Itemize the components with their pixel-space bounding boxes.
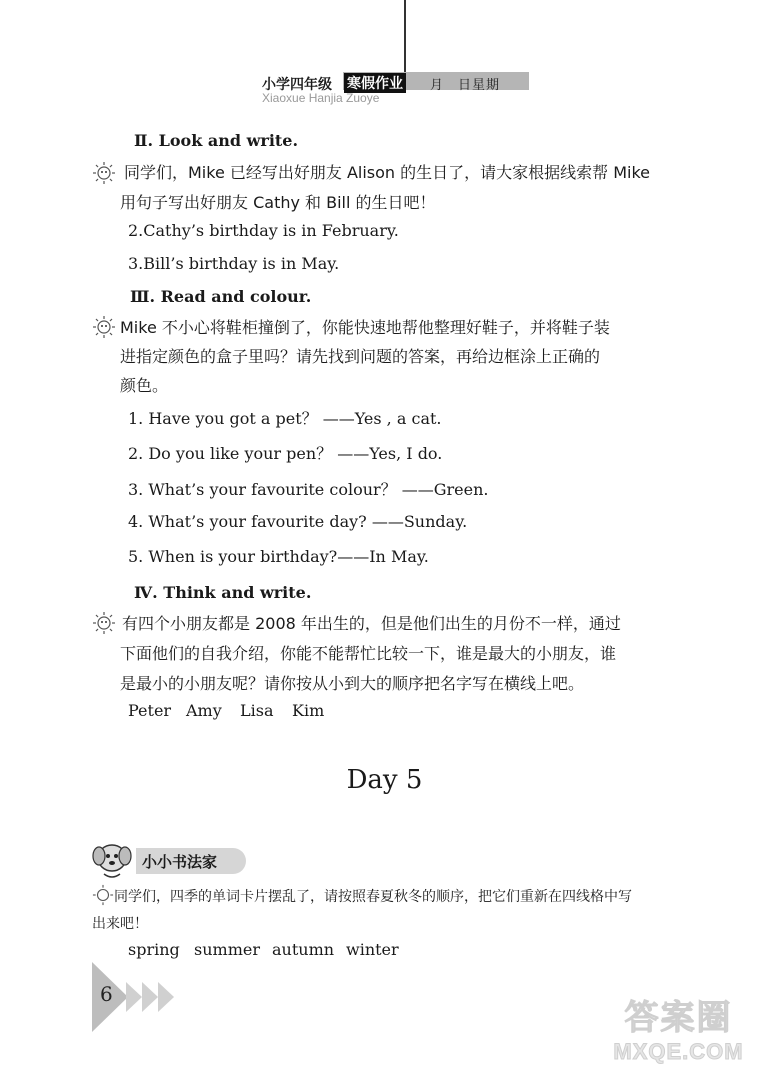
sun-icon (92, 884, 114, 906)
puppy-icon (90, 838, 138, 882)
header-grade: 小学四年级 (262, 77, 332, 93)
section3-heading: Ⅲ. Read and colour. (130, 287, 312, 306)
word-item: winter (346, 940, 399, 959)
section2-instruction-2: 用句子写出好朋友 Cathy 和 Bill 的生日吧！ (120, 193, 436, 212)
header-homework: 寒假作业 (344, 73, 406, 93)
section3-instruction-3: 颜色。 (120, 376, 169, 395)
section4-heading: Ⅳ. Think and write. (134, 583, 312, 602)
section3-instruction-1: Mike 不小心将鞋柜撞倒了，你能快速地帮他整理好鞋子，并将鞋子装 (120, 318, 610, 337)
header-pinyin: Xiaoxue Hanjia Zuoye (262, 91, 380, 105)
word-item: autumn (272, 940, 335, 959)
word-item: summer (194, 940, 260, 959)
watermark-top: 答案圈 (624, 998, 733, 1038)
calligraphy-instruction-1: 同学们，四季的单词卡片摆乱了，请按照春夏秋冬的顺序，把它们重新在四线格中写 (114, 889, 632, 905)
calligraphy-badge-label: 小小书法家 (142, 853, 218, 871)
section4-instruction-3: 是最小的小朋友呢？请你按从小到大的顺序把名字写在横线上吧。 (120, 674, 585, 693)
name-item: Amy (186, 701, 222, 720)
section2-instruction-1: 同学们，Mike 已经写出好朋友 Alison 的生日了，请大家根据线索帮 Mike (124, 163, 651, 182)
section3-item: 5. When is your birthday?——In May. (128, 547, 429, 566)
watermark-bottom: MXQE.COM (613, 1039, 744, 1064)
page-number: 6 (100, 982, 113, 1006)
section2-heading: Ⅱ. Look and write. (134, 131, 299, 150)
name-item: Kim (292, 701, 325, 720)
section3-item: 3. What’s your favourite colour？ ——Green. (128, 480, 489, 499)
section2-item: 3.Bill’s birthday is in May. (128, 254, 340, 273)
section3-instruction-2: 进指定颜色的盒子里吗？请先找到问题的答案，再给边框涂上正确的 (120, 347, 601, 366)
word-item: spring (128, 940, 180, 959)
section3-item: 4. What’s your favourite day? ——Sunday. (128, 512, 468, 531)
day-title: Day 5 (346, 765, 423, 795)
section3-item: 2. Do you like your pen？ ——Yes, I do. (128, 444, 443, 463)
header-date-fields: 月 日星期 (430, 78, 501, 93)
sun-icon (92, 161, 116, 185)
sun-icon (92, 611, 116, 635)
section3-item: 1. Have you got a pet？ ——Yes , a cat. (128, 409, 442, 428)
name-item: Peter (128, 701, 172, 720)
sun-icon (92, 315, 116, 339)
section2-item: 2.Cathy’s birthday is in February. (128, 221, 399, 240)
section4-instruction-1: 有四个小朋友都是 2008 年出生的，但是他们出生的月份不一样，通过 (122, 614, 621, 633)
name-item: Lisa (240, 701, 274, 720)
header-divider (404, 0, 406, 75)
watermark (596, 990, 761, 1065)
section4-instruction-2: 下面他们的自我介绍，你能不能帮忙比较一下，谁是最大的小朋友，谁 (120, 644, 617, 663)
calligraphy-instruction-2: 出来吧！ (92, 916, 148, 932)
